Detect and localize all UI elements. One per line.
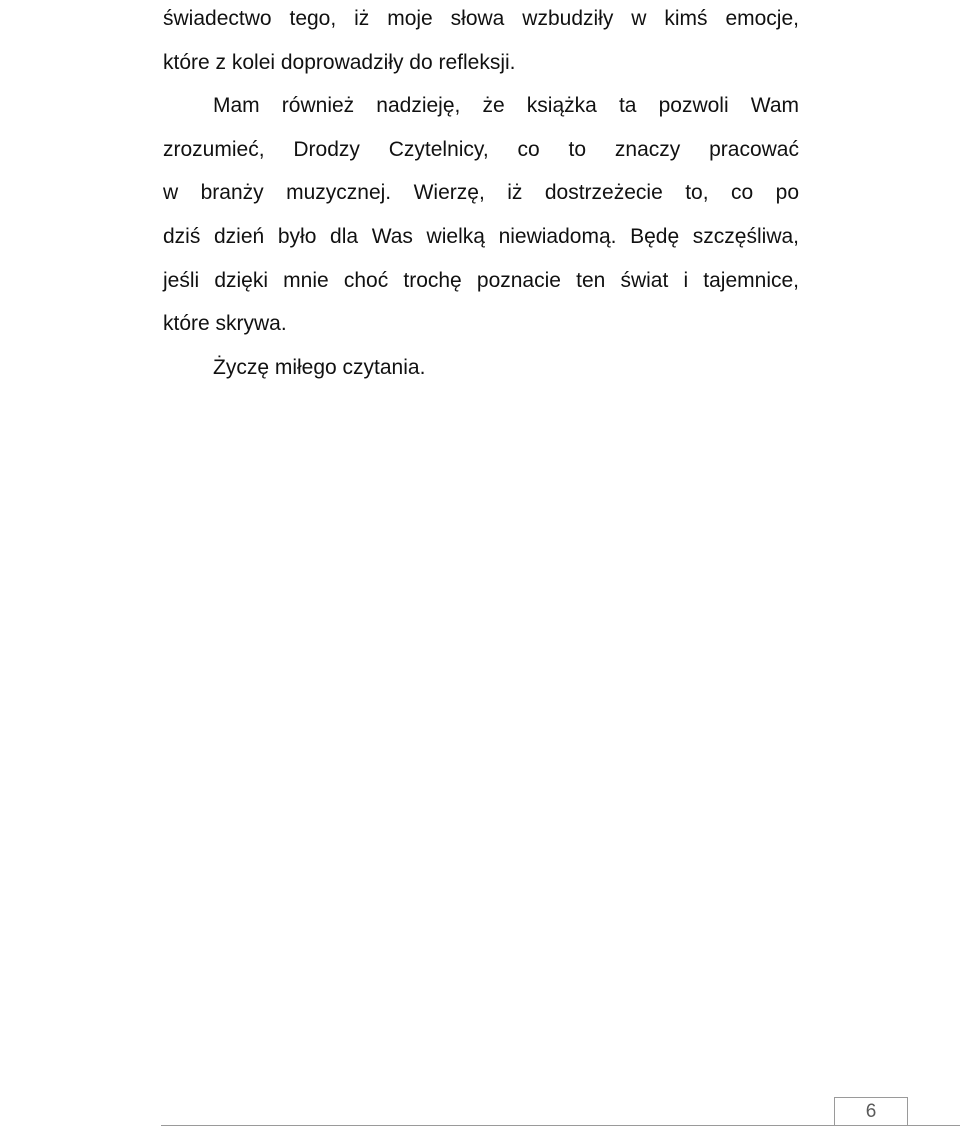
text-line: świadectwo tego, iż moje słowa wzbudziły w kimś emocje, xyxy=(163,7,799,30)
body-text xyxy=(163,0,799,389)
text-line: dziś dzień było dla Was wielką niewiadomą. Będę szczęśliwa, xyxy=(163,224,799,248)
text-line: które skrywa. xyxy=(163,312,287,336)
page-number: 6 xyxy=(865,1101,877,1122)
closing-line: Życzę miłego czytania. xyxy=(213,355,426,379)
text-line: w branży muzycznej. Wierzę, iż dostrzeżecie to, co po xyxy=(163,181,799,205)
paragraph-start-line: Mam również nadzieję, że książka ta pozwoli Wam xyxy=(213,94,799,118)
page-number-box xyxy=(834,1097,908,1125)
text-line: które z kolei doprowadziły do refleksji. xyxy=(163,50,516,74)
footer-rule xyxy=(161,1125,960,1126)
text-line: jeśli dzięki mnie choć trochę poznacie ten świat i tajemnice, xyxy=(163,268,799,292)
text-line: zrozumieć, Drodzy Czytelnicy, co to znaczy pracować xyxy=(163,137,799,161)
